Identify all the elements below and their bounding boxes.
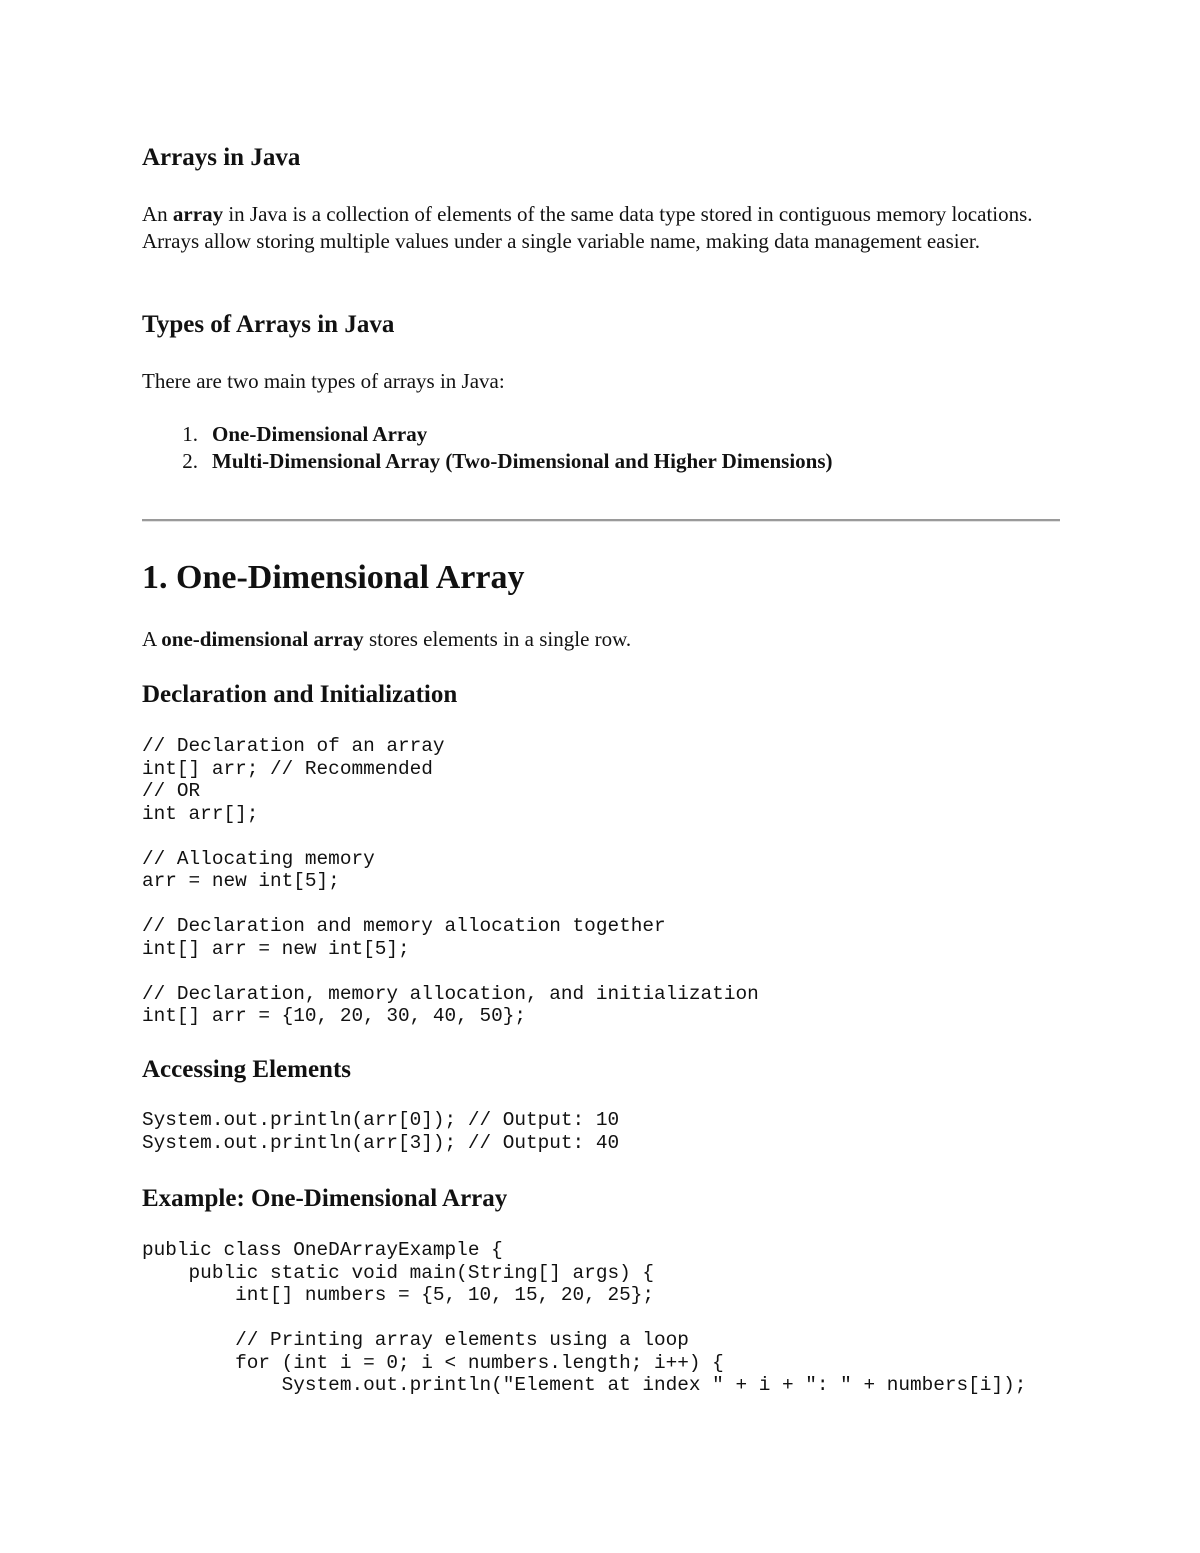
heading-types-of-arrays: Types of Arrays in Java bbox=[142, 311, 395, 338]
heading-example: Example: One-Dimensional Array bbox=[142, 1185, 508, 1212]
intro-text-start: An bbox=[142, 202, 173, 226]
list-item bbox=[142, 448, 833, 475]
intro-paragraph bbox=[142, 201, 1060, 255]
one-d-description bbox=[142, 626, 631, 653]
list-item-label: Multi-Dimensional Array (Two-Dimensional and Higher Dimensions) bbox=[212, 449, 833, 473]
code-block-declaration: // Declaration of an array int[] arr; // Recommended // OR int arr[]; // Allocating memory arr = new int[5]; // Declaration and memory allocation together int[] arr = new int[5]; // Declaration, memory allocation, and initialization int[] arr = {10, 20, 30, 40, 50}; bbox=[142, 735, 759, 1027]
list-item-number: 1. bbox=[182, 422, 198, 446]
heading-one-dimensional-array: 1. One-Dimensional Array bbox=[142, 559, 525, 596]
list-item-label: One-Dimensional Array bbox=[212, 422, 428, 446]
intro-bold-term: array bbox=[172, 202, 224, 226]
heading-declaration-initialization: Declaration and Initialization bbox=[142, 681, 458, 708]
types-intro-paragraph: There are two main types of arrays in Java: bbox=[142, 369, 505, 393]
heading-accessing-elements: Accessing Elements bbox=[142, 1056, 351, 1083]
list-item-number: 2. bbox=[182, 449, 198, 473]
code-block-accessing: System.out.println(arr[0]); // Output: 10 System.out.println(arr[3]); // Output: 40 bbox=[142, 1109, 620, 1154]
code-block-example: public class OneDArrayExample { public static void main(String[] args) { int[] numbers = {5, 10, 15, 20, 25}; // Printing array elements using a loop for (int i = 0; i < numbers.length; i++) { System.out.println("Element at index " + i + ": " + numbers[i]); bbox=[142, 1239, 1027, 1396]
one-d-bold-term: one-dimensional array bbox=[161, 627, 364, 651]
heading-arrays-in-java: Arrays in Java bbox=[142, 144, 301, 171]
one-d-text-rest: stores elements in a single row. bbox=[363, 627, 632, 651]
horizontal-rule bbox=[142, 519, 1060, 522]
intro-text-rest: in Java is a collection of elements of the same data type stored in contiguous memory locations. Arrays allow storing multiple values under a single variable name, making data management easier. bbox=[142, 202, 1033, 253]
list-item bbox=[142, 421, 833, 448]
one-d-text-start: A bbox=[142, 627, 162, 651]
types-list bbox=[142, 421, 833, 475]
